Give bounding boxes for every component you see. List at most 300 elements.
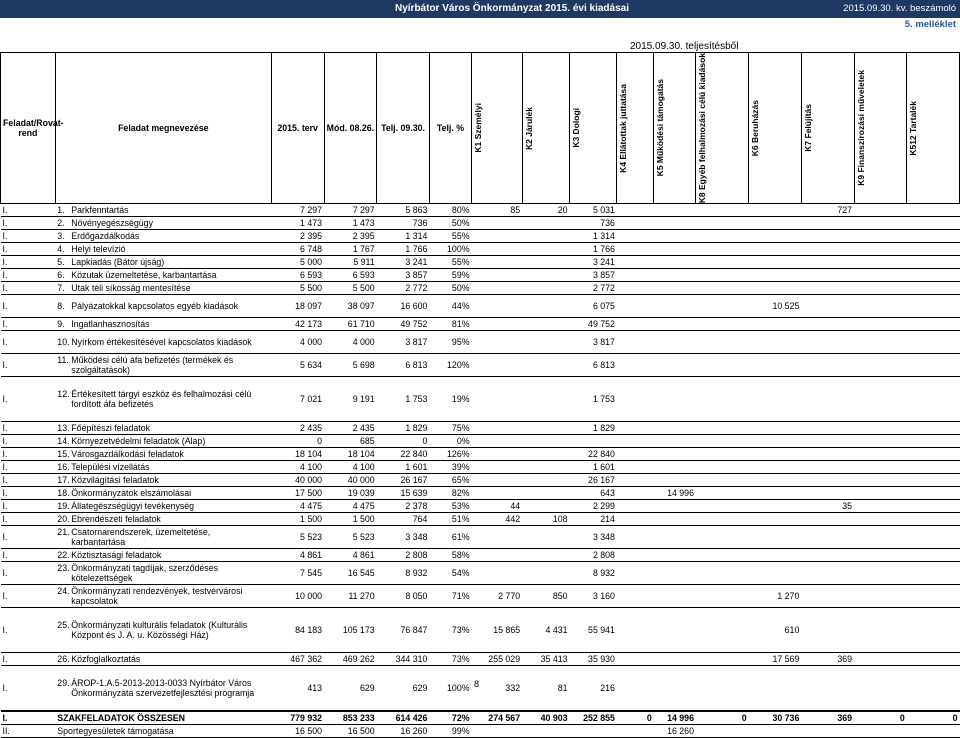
cell-value: [749, 487, 802, 500]
cell-value: [617, 217, 654, 230]
task-name-text: Növényegészségügy: [71, 217, 153, 228]
col-header: K5 Működési támogatás: [655, 79, 666, 177]
task-name: [55, 461, 271, 474]
cell-value: [617, 204, 654, 217]
cell-value: [617, 331, 654, 354]
cell-value: [907, 487, 960, 500]
cell-value: [696, 256, 749, 269]
cell-value: [617, 256, 654, 269]
cell-value: [570, 435, 617, 448]
cell-value: [617, 435, 654, 448]
cell-value: [522, 435, 569, 448]
cell-value: 40 000: [271, 474, 324, 487]
cell-value: [801, 230, 854, 243]
cell-value: 5 523: [324, 526, 377, 549]
row-code: I.: [1, 500, 56, 513]
row-number: 15.: [57, 448, 70, 459]
annex-label: 5. melléklet: [904, 19, 956, 30]
cell-value: 853 233: [324, 711, 377, 725]
cell-value: 2 395: [271, 230, 324, 243]
cell-value: [907, 585, 960, 608]
cell-value: 120%: [429, 354, 471, 377]
cell-value: 126%: [429, 448, 471, 461]
cell-value: 4 100: [271, 461, 324, 474]
cell-value: [617, 653, 654, 666]
cell-value: 14 996: [654, 711, 696, 725]
cell-value: [654, 448, 696, 461]
table-row: [1, 448, 960, 461]
cell-value: [617, 269, 654, 282]
cell-value: 1 500: [271, 513, 324, 526]
cell-value: [654, 230, 696, 243]
cell-value: [854, 500, 907, 513]
cell-value: 3 348: [377, 526, 430, 549]
cell-value: [907, 354, 960, 377]
cell-value: 49 752: [570, 318, 617, 331]
cell-value: 18 097: [271, 295, 324, 318]
task-name: [55, 435, 271, 448]
col-header: K6 Beruházás: [750, 100, 761, 157]
header-row: [1, 53, 960, 204]
cell-value: 6 075: [570, 295, 617, 318]
cell-value: [749, 526, 802, 549]
table-row: [1, 269, 960, 282]
row-number: 21.: [57, 526, 70, 537]
cell-value: 610: [749, 608, 802, 653]
cell-value: [654, 243, 696, 256]
cell-value: 19%: [429, 377, 471, 422]
cell-value: [801, 725, 854, 738]
cell-value: 5 634: [271, 354, 324, 377]
table-row: [1, 256, 960, 269]
task-name: [55, 422, 271, 435]
cell-value: 1 601: [377, 461, 430, 474]
cell-value: [696, 422, 749, 435]
cell-value: 53%: [429, 500, 471, 513]
task-name-text: Városgazdálkodási feladatok: [71, 448, 184, 459]
row-number: 1.: [57, 204, 65, 215]
cell-value: 4 100: [324, 461, 377, 474]
cell-value: [522, 549, 569, 562]
cell-value: 4 000: [324, 331, 377, 354]
cell-value: 82%: [429, 487, 471, 500]
cell-value: [696, 435, 749, 448]
cell-value: [696, 585, 749, 608]
cell-value: [749, 500, 802, 513]
row-code: I.: [1, 608, 56, 653]
cell-value: [617, 422, 654, 435]
cell-value: 55%: [429, 256, 471, 269]
row-code: I.: [1, 422, 56, 435]
cell-value: 2 808: [377, 549, 430, 562]
cell-value: 2 772: [570, 282, 617, 295]
cell-value: [801, 487, 854, 500]
cell-value: [854, 318, 907, 331]
cell-value: [696, 377, 749, 422]
cell-value: [801, 474, 854, 487]
task-name: [55, 487, 271, 500]
cell-value: [654, 354, 696, 377]
task-name-text: Közutak üzemeltetése, karbantartása: [71, 269, 217, 280]
cell-value: 6 813: [570, 354, 617, 377]
cell-value: [854, 653, 907, 666]
cell-value: 274 567: [472, 711, 523, 725]
table-row: [1, 474, 960, 487]
cell-value: [570, 725, 617, 738]
col-header: K8 Egyéb felhalmozási célú kiadások: [697, 53, 708, 204]
cell-value: [801, 282, 854, 295]
cell-value: [654, 435, 696, 448]
cell-value: [617, 243, 654, 256]
col-header: K7 Felújítás: [802, 104, 813, 152]
cell-value: [907, 474, 960, 487]
cell-value: [907, 318, 960, 331]
task-name-text: Közfoglalkoztatás: [71, 653, 141, 664]
cell-value: 65%: [429, 474, 471, 487]
cell-value: [472, 295, 523, 318]
cell-value: [696, 513, 749, 526]
task-name-text: Állategészségügyi tevékenység: [71, 500, 195, 511]
row-code: I.: [1, 331, 56, 354]
cell-value: 30 736: [749, 711, 802, 725]
cell-value: [522, 282, 569, 295]
cell-value: 3 857: [377, 269, 430, 282]
task-name-text: Köztisztasági feladatok: [71, 549, 162, 560]
row-number: 22.: [57, 549, 70, 560]
cell-value: [522, 377, 569, 422]
cell-value: [617, 282, 654, 295]
task-name: [55, 295, 271, 318]
cell-value: [696, 500, 749, 513]
cell-value: [617, 666, 654, 712]
cell-value: 1 314: [570, 230, 617, 243]
cell-value: 4 475: [271, 500, 324, 513]
cell-value: [801, 318, 854, 331]
cell-value: 3 348: [570, 526, 617, 549]
col-header: K1 Személyi: [473, 103, 484, 153]
cell-value: [617, 318, 654, 331]
cell-value: 6 813: [377, 354, 430, 377]
cell-value: [749, 204, 802, 217]
row-code: I.: [1, 653, 56, 666]
cell-value: [696, 354, 749, 377]
task-name-text: Helyi televízió: [71, 243, 126, 254]
cell-value: [749, 282, 802, 295]
cell-value: [907, 526, 960, 549]
cell-value: [907, 377, 960, 422]
row-code: I.: [1, 666, 56, 712]
cell-value: [749, 331, 802, 354]
cell-value: [522, 295, 569, 318]
cell-value: 19 039: [324, 487, 377, 500]
cell-value: 643: [570, 487, 617, 500]
cell-value: [749, 725, 802, 738]
cell-value: 61%: [429, 526, 471, 549]
cell-value: [749, 562, 802, 585]
task-name: [55, 230, 271, 243]
cell-value: 1 753: [570, 377, 617, 422]
cell-value: [472, 354, 523, 377]
cell-value: 22 840: [377, 448, 430, 461]
cell-value: [854, 217, 907, 230]
cell-value: [854, 230, 907, 243]
task-name-text: Utak téli síkosság mentesítése: [71, 282, 191, 293]
cell-value: [907, 256, 960, 269]
cell-value: [749, 666, 802, 712]
cell-value: 0: [617, 711, 654, 725]
task-name-text: Önkormányzati tagdíjak, szerződéses kötelezettségek: [71, 562, 218, 584]
cell-value: [801, 331, 854, 354]
cell-value: [472, 549, 523, 562]
row-code: I.: [1, 377, 56, 422]
cell-value: 105 173: [324, 608, 377, 653]
cell-value: 35 930: [570, 653, 617, 666]
row-code: I.: [1, 217, 56, 230]
cell-value: 42 173: [271, 318, 324, 331]
cell-value: [472, 217, 523, 230]
cell-value: 369: [801, 711, 854, 725]
cell-value: 5 911: [324, 256, 377, 269]
cell-value: 1 766: [570, 243, 617, 256]
cell-value: 75%: [429, 422, 471, 435]
task-name: SZAKFELADATOK ÖSSZESEN: [55, 711, 271, 725]
row-number: 29.: [57, 677, 70, 688]
row-code: I.: [1, 585, 56, 608]
task-name-text: Pályázatokkal kapcsolatos egyéb kiadások: [71, 300, 239, 311]
cell-value: [749, 448, 802, 461]
cell-value: [654, 295, 696, 318]
cell-value: 15 865: [472, 608, 523, 653]
cell-value: 61 710: [324, 318, 377, 331]
cell-value: [654, 474, 696, 487]
cell-value: 2 435: [271, 422, 324, 435]
cell-value: 4 861: [324, 549, 377, 562]
task-name-text: Értékesített tárgyi eszköz és felhalmozási célú fordított áfa befizetés: [71, 388, 252, 410]
cell-value: [696, 549, 749, 562]
cell-value: [801, 585, 854, 608]
cell-value: [801, 377, 854, 422]
task-name-text: Működési célú áfa befizetés (termékek és szolgáltatások): [71, 354, 234, 376]
task-name: [55, 256, 271, 269]
col-header: Mód. 08.26.: [324, 53, 377, 204]
cell-value: 0%: [429, 435, 471, 448]
cell-value: 764: [377, 513, 430, 526]
cell-value: 5 500: [324, 282, 377, 295]
cell-value: 26 167: [570, 474, 617, 487]
row-number: 12.: [57, 388, 70, 399]
cell-value: 2 395: [324, 230, 377, 243]
cell-value: [472, 461, 523, 474]
cell-value: [854, 331, 907, 354]
row-code: I.: [1, 461, 56, 474]
cell-value: [617, 377, 654, 422]
cell-value: 4 475: [324, 500, 377, 513]
cell-value: [617, 230, 654, 243]
task-name: [55, 318, 271, 331]
cell-value: [522, 500, 569, 513]
table-row: [1, 585, 960, 608]
cell-value: 1 473: [324, 217, 377, 230]
cell-value: [522, 448, 569, 461]
cell-value: 9 191: [324, 377, 377, 422]
task-name: Sportegyesületek támogatása: [55, 725, 271, 738]
cell-value: 736: [377, 217, 430, 230]
cell-value: [654, 608, 696, 653]
table-row: [1, 526, 960, 549]
cell-value: 18 104: [324, 448, 377, 461]
task-name: [55, 243, 271, 256]
cell-value: [654, 562, 696, 585]
col-header: Telj. 09.30.: [377, 53, 430, 204]
cell-value: [654, 513, 696, 526]
cell-value: [749, 461, 802, 474]
table-row: [1, 354, 960, 377]
cell-value: 40 000: [324, 474, 377, 487]
table-row: [1, 377, 960, 422]
cell-value: 22 840: [570, 448, 617, 461]
cell-value: [854, 461, 907, 474]
task-name-text: Főépítészi feladatok: [71, 422, 151, 433]
task-name: [55, 448, 271, 461]
row-number: 23.: [57, 562, 70, 573]
col-header: K3 Dologi: [571, 108, 582, 148]
task-name-text: Önkormányzatok elszámolásai: [71, 487, 192, 498]
cell-value: 8 932: [377, 562, 430, 585]
cell-value: 4 861: [271, 549, 324, 562]
cell-value: [801, 448, 854, 461]
task-name-text: Környezetvédelmi feladatok (Alap): [71, 435, 206, 446]
row-code: I.: [1, 354, 56, 377]
row-code: I.: [1, 526, 56, 549]
cell-value: 3 857: [570, 269, 617, 282]
cell-value: [907, 435, 960, 448]
row-number: 19.: [57, 500, 70, 511]
cell-value: [472, 269, 523, 282]
cell-value: [472, 230, 523, 243]
cell-value: [654, 217, 696, 230]
cell-value: 5 500: [271, 282, 324, 295]
cell-value: [696, 230, 749, 243]
cell-value: 7 297: [271, 204, 324, 217]
cell-value: 1 270: [749, 585, 802, 608]
cell-value: [617, 295, 654, 318]
cell-value: [907, 217, 960, 230]
cell-value: 629: [324, 666, 377, 712]
cell-value: 1 314: [377, 230, 430, 243]
cell-value: 1 829: [570, 422, 617, 435]
cell-value: 216: [570, 666, 617, 712]
cell-value: [801, 269, 854, 282]
cell-value: [522, 230, 569, 243]
cell-value: [696, 448, 749, 461]
col-header: K9 Finanszírozási műveletek: [855, 70, 866, 186]
cell-value: 72%: [429, 711, 471, 725]
cell-value: [749, 256, 802, 269]
table-row: [1, 230, 960, 243]
task-name: [55, 331, 271, 354]
cell-value: 39%: [429, 461, 471, 474]
cell-value: [854, 354, 907, 377]
cell-value: 76 847: [377, 608, 430, 653]
cell-value: 332: [472, 666, 523, 712]
task-name-text: ÁROP-1.A.5-2013-2013-0033 Nyírbátor Város Önkormányzata szervezetfejlesztési programja: [71, 677, 255, 699]
row-number: 25.: [57, 619, 70, 630]
cell-value: 1 767: [324, 243, 377, 256]
row-code: I.: [1, 474, 56, 487]
cell-value: [854, 526, 907, 549]
cell-value: 4 000: [271, 331, 324, 354]
cell-value: 3 817: [570, 331, 617, 354]
task-name: [55, 474, 271, 487]
task-name-text: Parkfenntartás: [71, 204, 129, 215]
cell-value: [522, 474, 569, 487]
cell-value: [654, 318, 696, 331]
row-code: I.: [1, 269, 56, 282]
cell-value: [907, 295, 960, 318]
cell-value: 3 241: [570, 256, 617, 269]
row-code: I.: [1, 711, 56, 725]
cell-value: 108: [522, 513, 569, 526]
row-code: I.: [1, 230, 56, 243]
row-code: I.: [1, 513, 56, 526]
page-number: 8: [474, 679, 480, 689]
row-number: 24.: [57, 585, 70, 596]
cell-value: [801, 435, 854, 448]
cell-value: [854, 474, 907, 487]
cell-value: [907, 666, 960, 712]
cell-value: [696, 562, 749, 585]
cell-value: 55%: [429, 230, 471, 243]
cell-value: [696, 526, 749, 549]
cell-value: [617, 549, 654, 562]
cell-value: [801, 666, 854, 712]
row-code: I.: [1, 435, 56, 448]
cell-value: [801, 513, 854, 526]
row-code: I.: [1, 204, 56, 217]
cell-value: [854, 549, 907, 562]
cell-value: [696, 331, 749, 354]
row-number: 20.: [57, 513, 70, 524]
cell-value: [854, 282, 907, 295]
cell-value: 3 160: [570, 585, 617, 608]
cell-value: [801, 256, 854, 269]
cell-value: 3 817: [377, 331, 430, 354]
cell-value: 413: [271, 666, 324, 712]
cell-value: [696, 295, 749, 318]
row-number: 2.: [57, 217, 65, 228]
cell-value: [472, 422, 523, 435]
task-name-text: Lapkiadás (Bátor újság): [71, 256, 165, 267]
cell-value: [617, 608, 654, 653]
cell-value: 6 593: [324, 269, 377, 282]
cell-value: 736: [570, 217, 617, 230]
cell-value: [654, 204, 696, 217]
cell-value: 84 183: [271, 608, 324, 653]
task-name-text: Ebrendészeti feladatok: [71, 513, 161, 524]
row-code: I.: [1, 562, 56, 585]
cell-value: [617, 513, 654, 526]
task-name: [55, 513, 271, 526]
cell-value: [522, 461, 569, 474]
cell-value: [696, 608, 749, 653]
cell-value: 1 473: [271, 217, 324, 230]
cell-value: [907, 562, 960, 585]
cell-value: [472, 435, 523, 448]
cell-value: 16 545: [324, 562, 377, 585]
table-row: [1, 513, 960, 526]
cell-value: [472, 474, 523, 487]
cell-value: [801, 243, 854, 256]
